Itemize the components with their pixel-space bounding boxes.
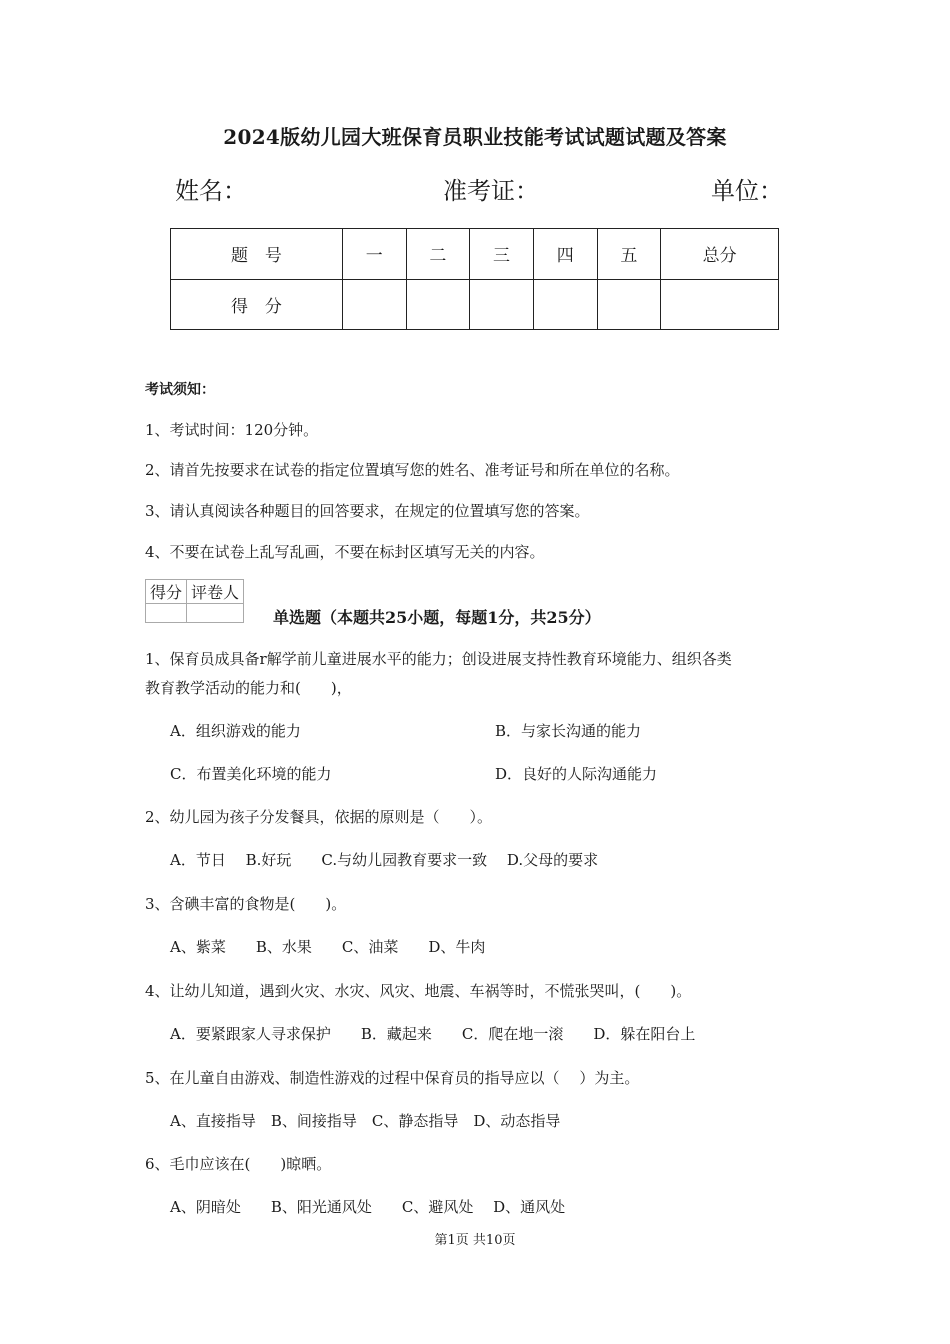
page-footer: 第1页 共10页 [434,1233,516,1248]
score-table-cell: 总分 [661,229,779,280]
score-table-cell: 题 号 [171,229,343,280]
question-1-option-c: C．布置美化环境的能力 [170,765,332,783]
notice-item: 4、不要在试卷上乱写乱画，不要在标封区填写无关的内容。 [145,543,545,561]
score-table-cell: 一 [342,229,406,280]
notice-item: 3、请认真阅读各种题目的回答要求，在规定的位置填写您的答案。 [145,502,590,520]
notice-heading: 考试须知： [145,382,215,398]
question-2-stem: 2、幼儿园为孩子分发餐具，依据的原则是（ ）。 [145,808,493,826]
name-label: 姓名： [175,177,247,205]
score-table-cell: 二 [406,229,470,280]
grader-reviewer-cell[interactable] [187,604,244,623]
notice-item: 2、请首先按要求在试卷的指定位置填写您的姓名、准考证号和所在单位的名称。 [145,461,680,479]
exam-id-label: 准考证： [443,177,539,205]
candidate-info-row [0,171,950,203]
grader-reviewer-label: 评卷人 [187,580,244,604]
question-6-options: A、阴暗处 B、阳光通风处 C、避风处 D、通风处 [170,1198,566,1216]
question-4-stem: 4、让幼儿知道，遇到火灾、水灾、风灾、地震、车祸等时，不慌张哭叫，( )。 [145,982,692,1000]
score-row-label: 得 分 [171,279,343,330]
score-input-cell[interactable] [342,279,406,330]
question-1-option-b: B．与家长沟通的能力 [495,722,642,740]
question-4-options: A．要紧跟家人寻求保护 B．藏起来 C．爬在地一滚 D．躲在阳台上 [170,1025,696,1043]
question-2-options: A．节日 B.好玩 C.与幼儿园教育要求一致 D.父母的要求 [170,851,599,869]
score-input-cell[interactable] [470,279,534,330]
question-3-stem: 3、含碘丰富的食物是( )。 [145,895,347,913]
page-title: 2024版幼儿园大班保育员职业技能考试试题试题及答案 [223,125,727,149]
score-input-cell[interactable] [597,279,661,330]
question-3-options: A、紫菜 B、水果 C、油菜 D、牛肉 [170,938,486,956]
notice-item: 1、考试时间：120分钟。 [145,421,319,439]
score-input-cell[interactable] [406,279,470,330]
grader-score-cell[interactable] [146,604,187,623]
question-1-stem-cont: 教育教学活动的能力和( )， [145,679,352,697]
question-1-option-d: D．良好的人际沟通能力 [495,765,658,783]
score-table-cell: 五 [597,229,661,280]
score-table-header-row [171,229,779,280]
section-title: 单选题（本题共25小题，每题1分，共25分） [273,608,601,627]
grader-box [145,579,244,623]
question-1-stem: 1、保育员成具备r解学前儿童进展水平的能力；创设进展支持性教育环境能力、组织各类 [145,650,732,668]
score-table-score-row [171,279,779,330]
question-5-stem: 5、在儿童自由游戏、制造性游戏的过程中保育员的指导应以（ ）为主。 [145,1069,640,1087]
score-input-cell[interactable] [661,279,779,330]
question-5-options: A、直接指导 B、间接指导 C、静态指导 D、动态指导 [170,1112,561,1130]
score-table-cell: 四 [533,229,597,280]
score-table-cell: 三 [470,229,534,280]
score-table [170,228,779,330]
grader-score-label: 得分 [146,580,187,604]
question-1-option-a: A．组织游戏的能力 [170,722,301,740]
question-6-stem: 6、毛巾应该在( )晾晒。 [145,1155,332,1173]
unit-label: 单位： [711,177,783,205]
score-input-cell[interactable] [533,279,597,330]
